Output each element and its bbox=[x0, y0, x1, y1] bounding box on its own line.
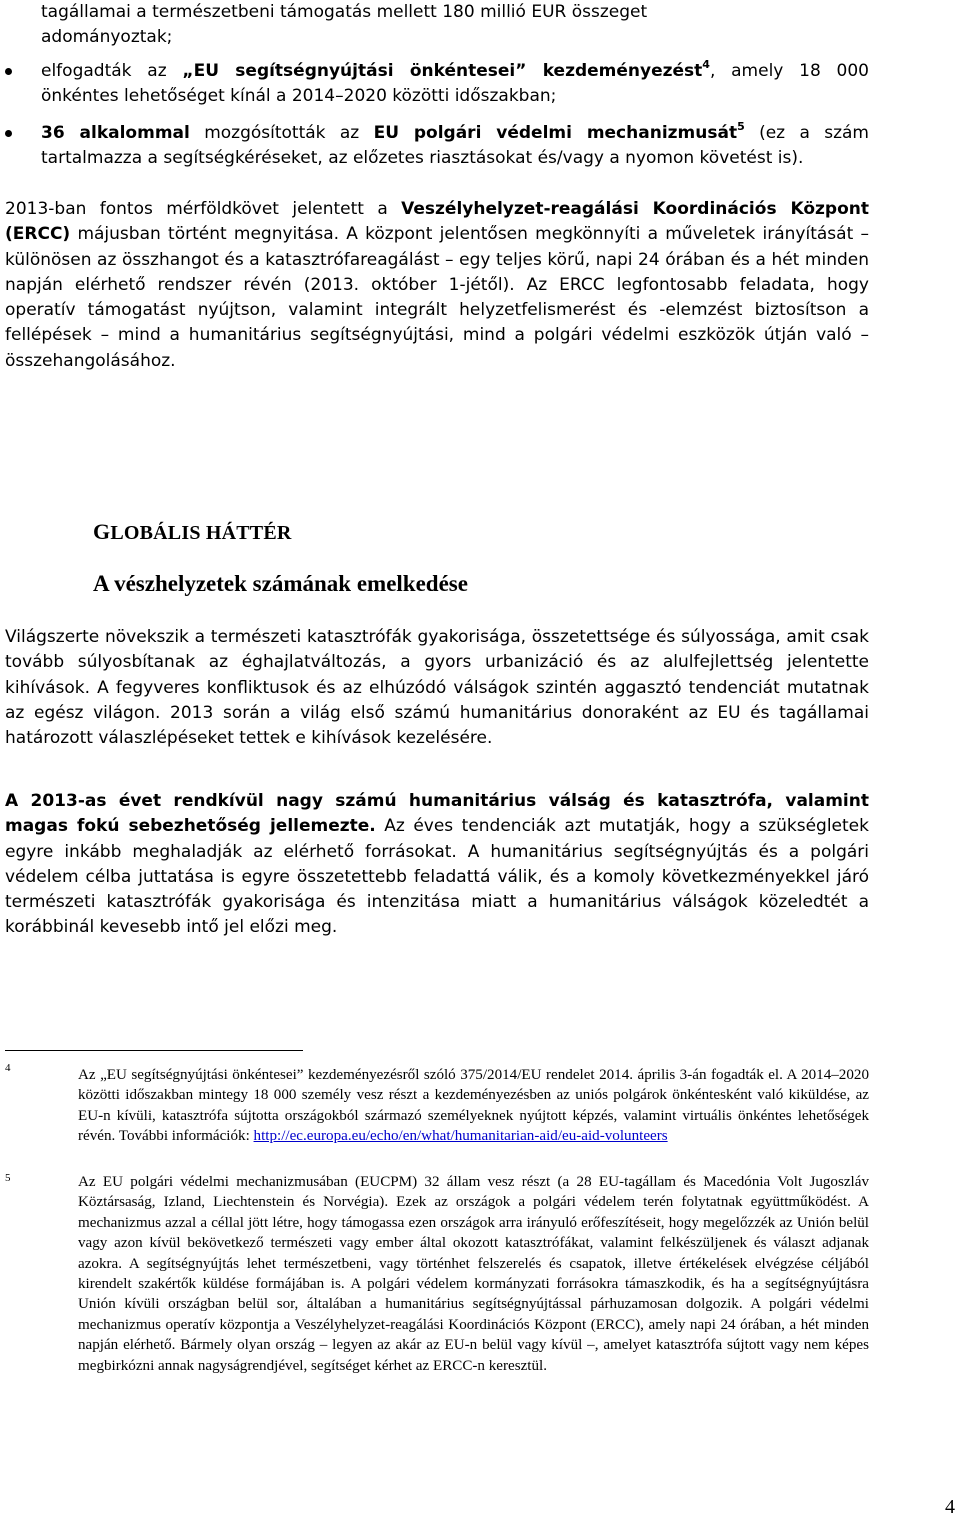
footnote-text: Az „EU segítségnyújtási önkéntesei” kezdeményezésről szóló 375/2014/EU rendelet 2014. április 3-án fogadták el. A 2014–2020 közötti időszakban mintegy 18 000 személy vesz részt a kezdeményezésben az uniós polgárok önkéntesként való kiküldése, az EU-n kívüli, katasztrófa sújtotta országokból származó személyeknek nyújtott képzés, valamint virtuális önkéntes lehetőségek révén. További információk: bbox=[78, 1067, 869, 1145]
subsection-heading: A vészhelyzetek számának emelkedése bbox=[93, 571, 468, 596]
continued-line-2: adományoztak; bbox=[41, 27, 173, 48]
page-number: 4 bbox=[945, 1496, 955, 1518]
bullet-text bbox=[41, 121, 869, 172]
section-heading-global bbox=[93, 519, 292, 545]
bullet-bold-phrase: „EU segítségnyújtási önkéntesei” kezdeményezést bbox=[182, 61, 703, 81]
bullet-bold-phrase: 36 alkalommal bbox=[41, 123, 190, 143]
bullet-dot-icon bbox=[5, 130, 12, 137]
paragraph-bold-lead: A 2013-as évet rendkívül nagy számú humanitárius válság és katasztrófa, valamint magas fokú sebezhetőség jellemezte. bbox=[5, 791, 869, 837]
paragraph-global-trends: Világszerte növekszik a természeti katasztrófák gyakorisága, összetettsége és súlyossága, amit csak tovább súlyosbítanak az éghajlatváltozás, a gyors urbanizáció és az alulfejlettség jelentette kihívások. A fegyveres konfliktusok és az elhúzódó válságok szintén aggasztó tendenciát mutatnak az egész világon. 2013 során a világ első számú humanitárius donoraként az EU és tagállamai határozott válaszlépéseket tettek e kihívások kezelésére. bbox=[5, 627, 869, 749]
bullet-text-part: mozgósították az bbox=[189, 123, 374, 143]
paragraph-2013-crises bbox=[5, 789, 869, 941]
bullet-text-part: (ez a szám tartalmazza a segítségkéréseket, az előzetes riasztásokat és/vagy a nyomon követést is). bbox=[41, 123, 869, 169]
bullet-text bbox=[41, 59, 869, 110]
footnote-4 bbox=[78, 1065, 869, 1147]
continued-line-1: tagállamai a természetbeni támogatás mellett 180 millió EUR összeget bbox=[41, 2, 648, 22]
footnote-ref-4[interactable]: 4 bbox=[702, 58, 710, 72]
bullet-dot-icon bbox=[5, 68, 12, 75]
footnote-5: Az EU polgári védelmi mechanizmusában (EUCPM) 32 állam vesz részt (a 28 EU-tagállam és Macedónia Volt Jugoszláv Köztársaság, Izland, Liechtenstein és Norvégia). Ezek az országok a polgári védelem terén folytatnak együttműködést. A mechanizmus azzal a céllal jött létre, hogy támogassa ezen országok arra irányuló erőfeszítéseit, hogy megelőzzék az Unión belül vagy azon kívül bekövetkező természeti vagy ember által okozott katasztrófákat, valamint felkészüljenek és választ adjanak azokra. A segítségnyújtás lehet természetbeni, vagy történhet felszerelés és csapatok, illetve értékelések elvégzése céljából kirendelt szakértők küldése formájában is. A polgári védelem kormányzati forrásokra támaszkodik, és ha a segítségnyújtásra Unión kívüli országban belül sor, általában a humanitárius segítségnyújtással párhuzamosan dolgozik. A polgári védelmi mechanizmus operatív központja a Veszélyhelyzet-reagálási Koordinációs Központ (ERCC), amely napi 24 órában, a hét minden napján elérhető. Bármely olyan ország – legyen az akár az EU-n belül vagy kívül –, amelyet katasztrófa sújtott vagy nem képes megbirkózni annak nagyságrendjével, segítséget kérhet az ERCC-n keresztül. bbox=[78, 1174, 869, 1374]
ercc-bold-phrase: Veszélyhelyzet-reagálási Koordinációs Központ (ERCC) bbox=[5, 199, 869, 245]
bullet-text-part: elfogadták az bbox=[41, 61, 183, 81]
footnote-number: 4 bbox=[5, 1062, 11, 1074]
bullet-text-part: , amely 18 000 önkéntes lehetőséget kínál a 2014–2020 közötti időszakban; bbox=[41, 61, 869, 107]
footnote-number: 5 bbox=[5, 1172, 11, 1184]
heading-initial: G bbox=[93, 519, 111, 544]
bullet-bold-phrase: EU polgári védelmi mechanizmusát bbox=[373, 123, 738, 143]
footnote-link[interactable]: http://ec.europa.eu/echo/en/what/humanitarian-aid/eu-aid-volunteers bbox=[253, 1128, 668, 1145]
footnote-separator bbox=[5, 1050, 303, 1051]
continued-bullet-text bbox=[41, 0, 869, 51]
paragraph-text: Az éves tendenciák azt mutatják, hogy a szükségletek egyre inkább meghaladják az elérhető forrásokat. A humanitárius segítségnyújtás és a polgári védelem célba juttatása is egyre összetettebb feladattá válik, és a komoly következményekkel járó természeti katasztrófák gyakorisága és intenzitása miatt a humanitárius válságok közeledtét a korábbinál kevesebb intő jel előzi meg. bbox=[5, 816, 869, 938]
ercc-paragraph bbox=[5, 197, 869, 374]
heading-rest: LOBÁLIS HÁTTÉR bbox=[110, 522, 292, 544]
paragraph-text: májusban történt megnyitása. A központ jelentősen megkönnyíti a műveletek irányítását – különösen az összhangot és a katasztrófareagálást – egy teljes körű, napi 24 órában és a hét minden napján elérhető rendszer révén (2013. október 1-jétől). Az ERCC legfontosabb feladata, hogy operatív támogatást nyújtson, valamint integrált helyzetfelismerést és -elemzést biztosítson a fellépések – mind a humanitárius segítségnyújtási, mind a polgári védelmi eszközök útján való – összehangolásához. bbox=[5, 224, 869, 371]
paragraph-text: 2013-ban fontos mérföldkövet jelentett a bbox=[5, 199, 402, 219]
footnote-ref-5[interactable]: 5 bbox=[737, 120, 745, 134]
